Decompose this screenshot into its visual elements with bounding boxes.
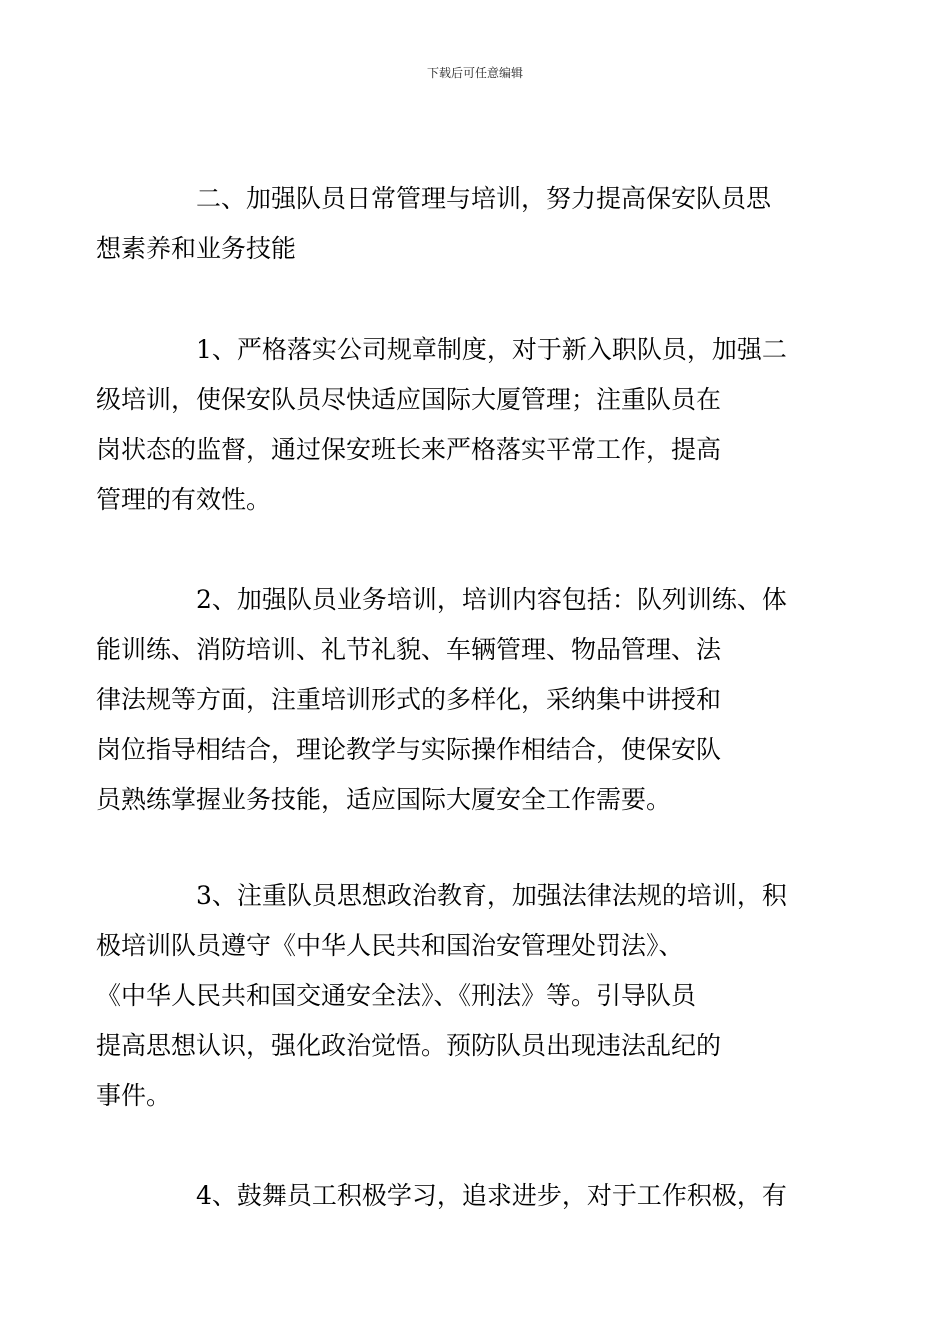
text-line: 4、鼓舞员工积极学习，追求进步，对于工作积极，有 [196, 1181, 787, 1210]
text-line: 级培训，使保安队员尽快适应国际大厦管理；注重队员在 [96, 385, 722, 414]
text-line: 3、注重队员思想政治教育，加强法律法规的培训，积 [196, 881, 787, 910]
section-heading [96, 174, 814, 274]
text-line: 1、严格落实公司规章制度，对于新入职队员，加强二 [196, 335, 787, 364]
paragraph-2 [96, 575, 814, 825]
text-line: 极培训队员遵守《中华人民共和国治安管理处罚法》、 [96, 931, 684, 960]
text-line: 2、加强队员业务培训，培训内容包括：队列训练、体 [196, 585, 787, 614]
text-line: 事件。 [96, 1081, 172, 1110]
text-line: 员熟练掌握业务技能，适应国际大厦安全工作需要。 [96, 785, 672, 814]
text-line: 律法规等方面，注重培训形式的多样化，采纳集中讲授和 [96, 685, 722, 714]
paragraph-1 [96, 325, 814, 525]
text-line: 岗位指导相结合，理论教学与实际操作相结合，使保安队 [96, 735, 722, 764]
text-line: 二、加强队员日常管理与培训，努力提高保安队员思 [196, 184, 772, 213]
text-line: 岗状态的监督，通过保安班长来严格落实平常工作，提高 [96, 435, 722, 464]
paragraph-4 [146, 1171, 814, 1221]
text-line: 能训练、消防培训、礼节礼貌、车辆管理、物品管理、法 [96, 635, 722, 664]
paragraph-3 [96, 871, 814, 1121]
page-header: 下载后可任意编辑 [426, 66, 523, 80]
text-line: 《中华人民共和国交通安全法》、《刑法》等。引导队员 [96, 981, 697, 1010]
text-line: 管理的有效性。 [96, 485, 272, 514]
text-line: 提高思想认识，强化政治觉悟。预防队员出现违法乱纪的 [96, 1031, 722, 1060]
text-line: 想素养和业务技能 [96, 234, 297, 263]
